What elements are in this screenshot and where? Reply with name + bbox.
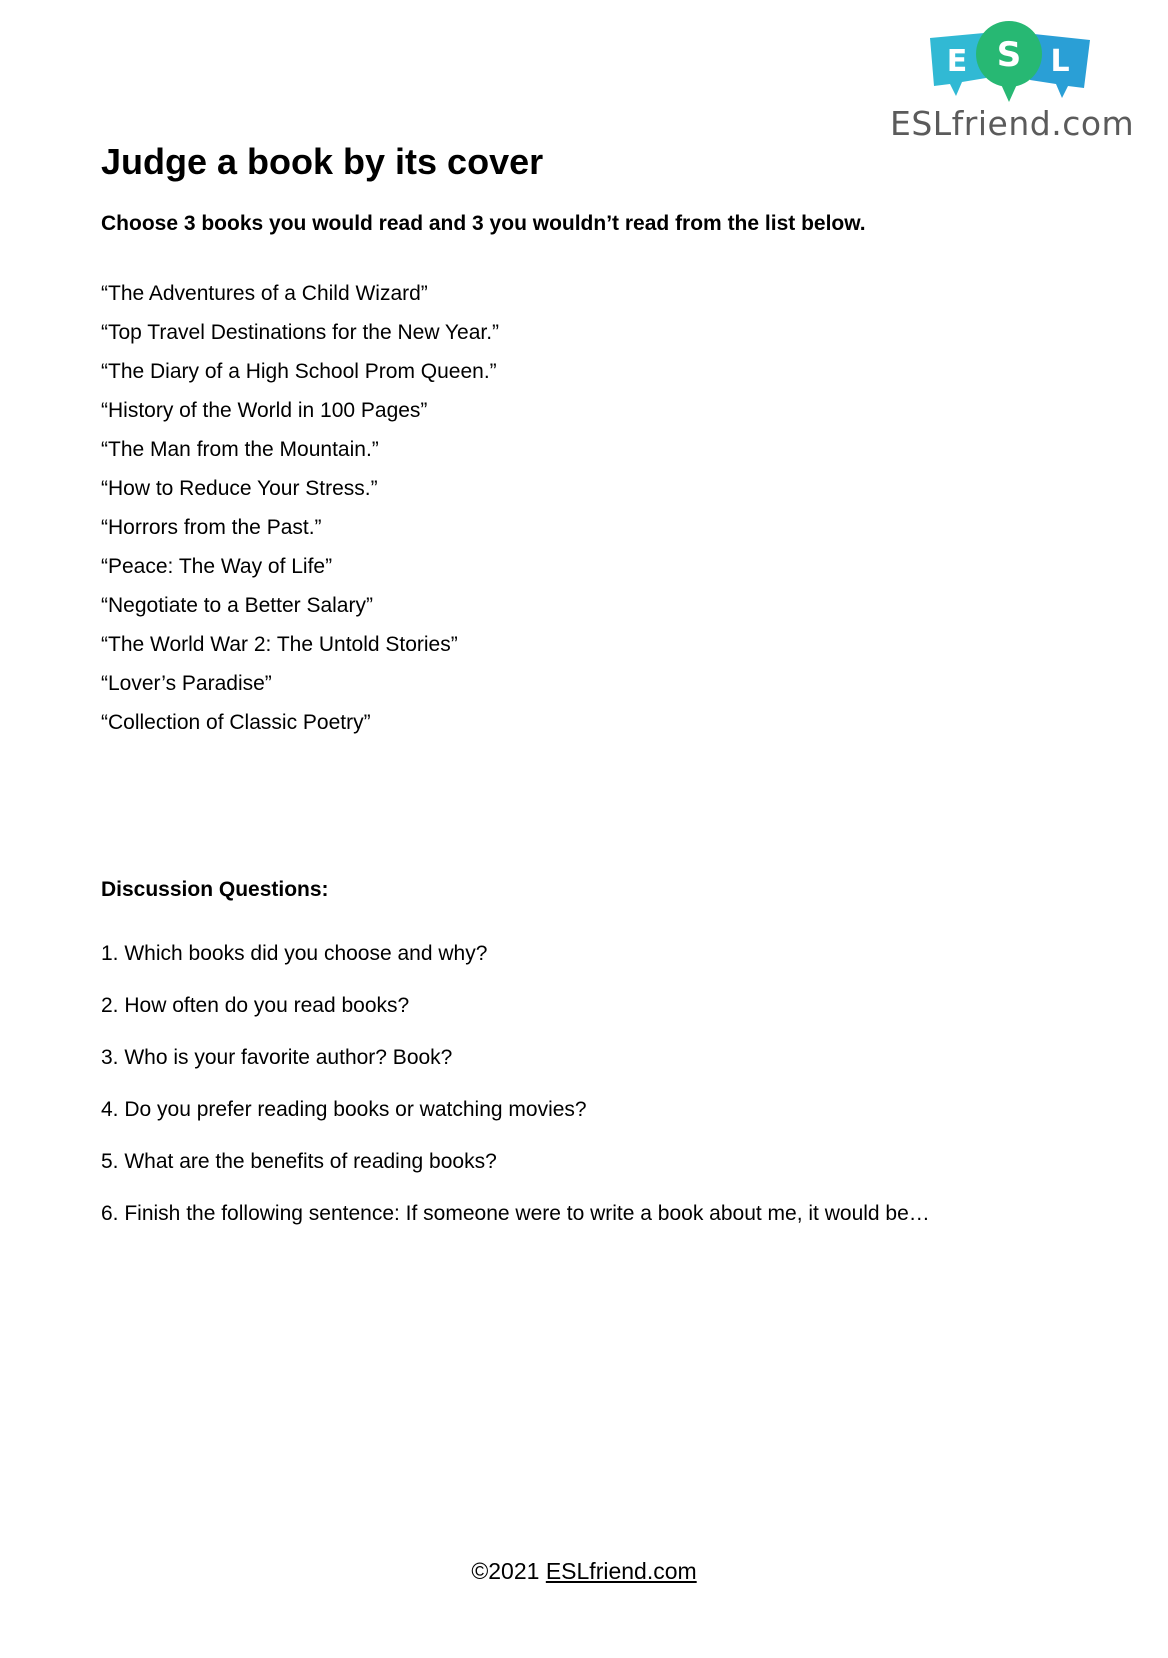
discussion-question: 4. Do you prefer reading books or watching movies? bbox=[101, 1098, 587, 1121]
book-title-item: “The Adventures of a Child Wizard” bbox=[101, 282, 428, 305]
book-title-item: “History of the World in 100 Pages” bbox=[101, 399, 428, 422]
discussion-question-list bbox=[101, 928, 930, 1240]
footer bbox=[0, 1557, 1168, 1585]
page-title: Judge a book by its cover bbox=[101, 141, 544, 182]
book-title-item: “Negotiate to a Better Salary” bbox=[101, 594, 373, 617]
book-title-item: “How to Reduce Your Stress.” bbox=[101, 477, 378, 500]
logo-letter-s: S bbox=[996, 35, 1022, 75]
discussion-question: 1. Which books did you choose and why? bbox=[101, 942, 488, 965]
esl-speech-bubbles-icon bbox=[926, 16, 1094, 106]
logo-letter-e: E bbox=[946, 44, 968, 79]
discussion-heading: Discussion Questions: bbox=[101, 878, 329, 901]
logo-letter-l: L bbox=[1050, 44, 1070, 79]
book-title-item: “The Man from the Mountain.” bbox=[101, 438, 379, 461]
book-title-item: “Peace: The Way of Life” bbox=[101, 555, 333, 578]
book-title-item: “Horrors from the Past.” bbox=[101, 516, 322, 539]
book-title-item: “Collection of Classic Poetry” bbox=[101, 711, 371, 734]
book-title-item: “Lover’s Paradise” bbox=[101, 672, 272, 695]
logo-wordmark: ESLfriend.com bbox=[890, 104, 1135, 143]
footer-copyright: ©2021 bbox=[471, 1558, 540, 1584]
discussion-question: 6. Finish the following sentence: If someone were to write a book about me, it would be… bbox=[101, 1202, 930, 1225]
book-title-item: “Top Travel Destinations for the New Year.” bbox=[101, 321, 500, 344]
footer-site-link[interactable]: ESLfriend.com bbox=[545, 1558, 697, 1584]
discussion-question: 2. How often do you read books? bbox=[101, 994, 410, 1017]
book-title-item: “The World War 2: The Untold Stories” bbox=[101, 633, 458, 656]
discussion-question: 5. What are the benefits of reading books? bbox=[101, 1150, 497, 1173]
book-title-item: “The Diary of a High School Prom Queen.” bbox=[101, 360, 497, 383]
eslfriend-logo bbox=[890, 16, 1135, 146]
instruction-text: Choose 3 books you would read and 3 you wouldn’t read from the list below. bbox=[101, 212, 866, 235]
discussion-question: 3. Who is your favorite author? Book? bbox=[101, 1046, 453, 1069]
book-title-list bbox=[101, 274, 499, 742]
